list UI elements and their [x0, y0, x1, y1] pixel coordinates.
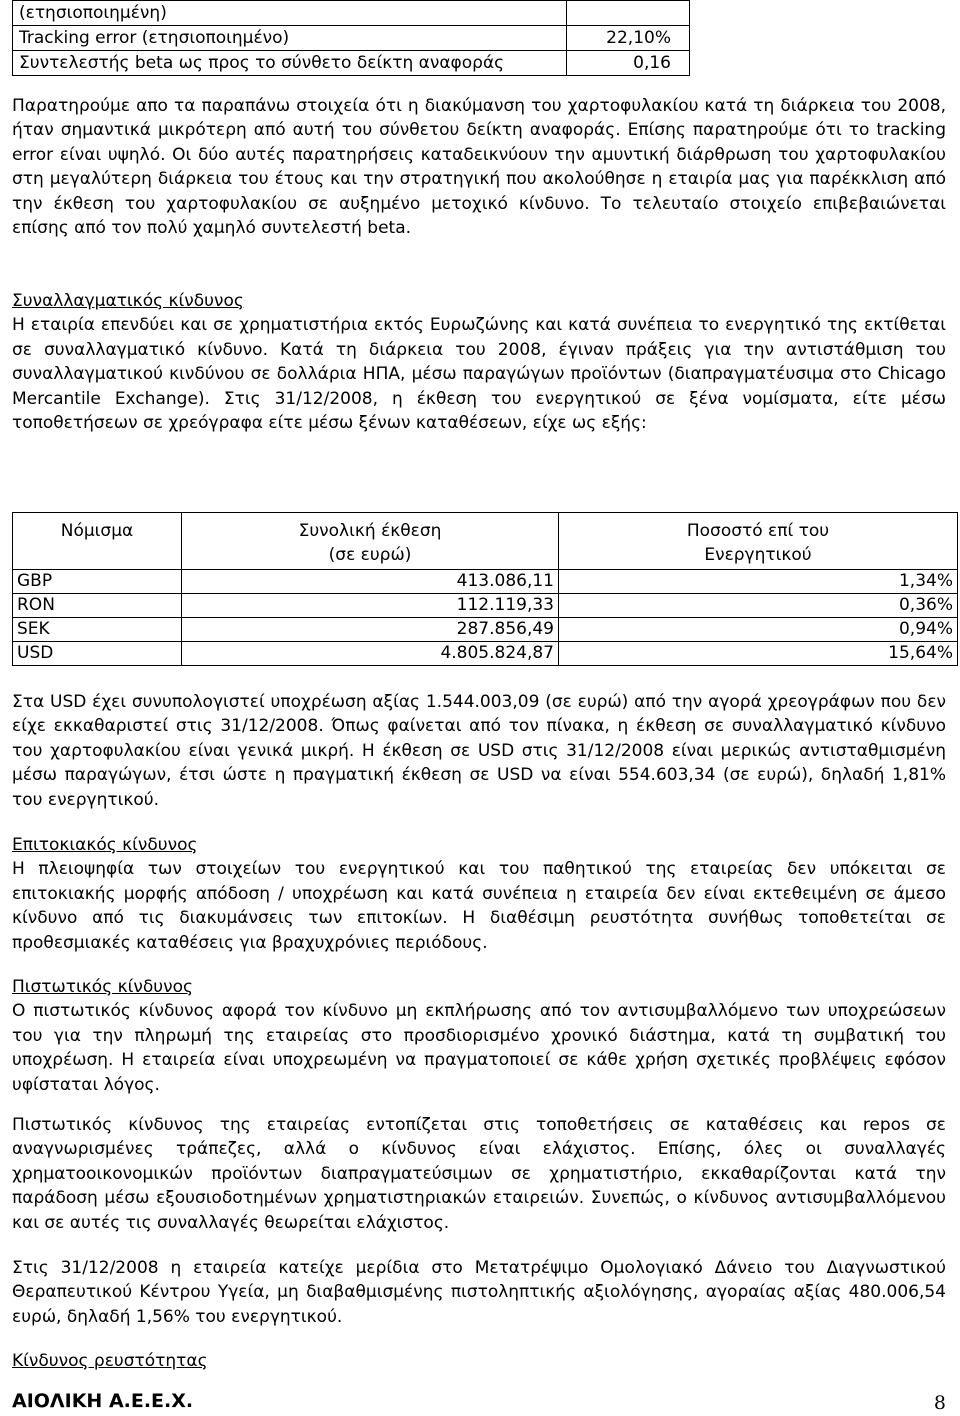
- fx-risk-heading: Συναλλαγματικός κίνδυνος: [12, 291, 244, 311]
- percentage-cell: 15,64%: [559, 642, 958, 666]
- fx-risk-section: [12, 289, 946, 435]
- currency-header: Νόμισμα: [13, 513, 182, 570]
- exposure-header: Συνολική έκθεση (σε ευρώ): [182, 513, 559, 570]
- table-row: [13, 51, 690, 76]
- currency-cell: SEK: [13, 618, 182, 642]
- interest-risk-heading: Επιτοκιακός κίνδυνος: [12, 835, 198, 855]
- stat-value: [567, 1, 690, 26]
- currency-cell: RON: [13, 594, 182, 618]
- interest-risk-paragraph: Η πλειοψηφία των στοιχείων του ενεργητικού και του παθητικού της εταιρείας δεν υπόκειται σε επιτοκιακής μορφής απόδοση / υποχρέωση και κατά συνέπεια η εταιρεία δεν είναι εκτεθειμένη σε άμεσο κίνδυνο από τις διακυμάνσεις των επιτοκίων. Η διαθέσιμη ρευστότητα συνήθως τοποθετείται σε προθεσμιακές καταθέσεις για βραχυχρόνιες περιόδους.: [12, 859, 946, 953]
- table-row: [13, 570, 958, 594]
- statistics-table: [12, 0, 690, 76]
- table-row: [13, 1, 690, 26]
- stat-value: 0,16: [567, 51, 690, 76]
- page-number: 8: [933, 1392, 946, 1414]
- currency-cell: GBP: [13, 570, 182, 594]
- currency-cell: USD: [13, 642, 182, 666]
- credit-risk-deposits-paragraph: Πιστωτικός κίνδυνος της εταιρείας εντοπίζεται στις τοποθετήσεις σε καταθέσεις και repos σε αναγνωρισμένες τράπεζες, αλλά ο κίνδυνος είναι ελάχιστος. Επίσης, όλες οι συναλλαγές χρηματοοικονομικών προϊόντων διαπραγματεύσιμων σε χρηματιστήριο, εκκαθαρίζονται κατά την παράδοση μέσω εξουσιοδοτημένων χρηματιστηριακών εταιρειών. Συνεπώς, ο κίνδυνος αντισυμβαλλόμενου και σε αυτές τις συναλλαγές θεωρείται ελάχιστος.: [12, 1115, 946, 1233]
- exposure-cell: 4.805.824,87: [182, 642, 559, 666]
- interest-risk-section: [12, 833, 946, 955]
- percentage-header: Ποσοστό επί του Ενεργητικού: [559, 513, 958, 570]
- credit-risk-section: [12, 975, 946, 1097]
- table-header-row: [13, 513, 958, 570]
- currency-exposure-table: [12, 512, 958, 666]
- percentage-cell: 1,34%: [559, 570, 958, 594]
- portfolio-variance-paragraph: Παρατηρούμε απο τα παραπάνω στοιχεία ότι η διακύμανση του χαρτοφυλακίου κατά τη διάρκεια του 2008, ήταν σημαντικά μικρότερη από αυτή του σύνθετου δείκτη αναφοράς. Επίσης παρατηρούμε ότι το tracking error είναι υψηλό. Οι δύο αυτές παρατηρήσεις καταδεικνύουν την αμυντική διάρθρωση του χαρτοφυλακίου στη μεγαλύτερη διάρκεια του έτους και την στρατηγική που ακολούθησε η εταιρία μας για παρέκκλιση από την έκθεση του χαρτοφυλακίου σε αυξημένο μετοχικό κίνδυνο. Το τελευταίο στοιχείο επιβεβαιώνεται επίσης από τον πολύ χαμηλό συντελεστή beta.: [12, 96, 946, 239]
- credit-risk-bond-paragraph: Στις 31/12/2008 η εταιρεία κατείχε μερίδια στο Μετατρέψιμο Ομολογιακό Δάνειο του Διαγνωστικού Θεραπευτικού Κέντρου Υγεία, μη διαβαθμισμένης πιστοληπτικής αξιολόγησης, αγοραίας αξίας 480.006,54 ευρώ, δηλαδή 1,56% του ενεργητικού.: [12, 1258, 946, 1327]
- percentage-cell: 0,94%: [559, 618, 958, 642]
- table-row: [13, 594, 958, 618]
- stat-value: 22,10%: [567, 26, 690, 51]
- table-row: [13, 26, 690, 51]
- stat-label: (ετησιοποιημένη): [13, 1, 567, 26]
- fx-risk-paragraph: Η εταιρία επενδύει και σε χρηματιστήρια εκτός Ευρωζώνης και κατά συνέπεια το ενεργητικό της εκτίθεται σε συναλλαγματικό κίνδυνο. Κατά τη διάρκεια του 2008, έγιναν πράξεις για την αντιστάθμιση του συναλλαγματικού κινδύνου σε δολλάρια ΗΠΑ, μέσω παραγώγων προϊόντων (διαπραγματέυσιμα στο Chicago Mercantile Exchange). Στις 31/12/2008, η έκθεση του ενεργητικού σε ξένα νομίσματα, είτε μέσω τοποθετήσεων σε χρεόγραφα είτε μέσω ξένων καταθέσεων, είχε ως εξής:: [12, 315, 946, 434]
- exposure-cell: 413.086,11: [182, 570, 559, 594]
- stat-label: Συντελεστής beta ως προς το σύνθετο δείκτη αναφοράς: [13, 51, 567, 76]
- exposure-cell: 287.856,49: [182, 618, 559, 642]
- footer-company-name: ΑΙΟΛΙΚΗ Α.Ε.Ε.Χ.: [12, 1390, 194, 1412]
- credit-risk-paragraph: Ο πιστωτικός κίνδυνος αφορά τον κίνδυνο μη εκπλήρωσης από τον αντισυμβαλλόμενο των υποχρεώσεων του για την πληρωμή της εταιρείας στο προσδιορισμένο χρονικό διάστημα, κατά τη συμβατική του υποχρέωση. Η εταιρεία είναι υποχρεωμένη να πραγματοποιεί σε κάθε χρήση σχετικές προβλέψεις εφόσον υφίσταται λόγος.: [12, 1001, 946, 1095]
- liquidity-risk-heading: Κίνδυνος ρευστότητας: [12, 1351, 208, 1371]
- credit-risk-heading: Πιστωτικός κίνδυνος: [12, 977, 193, 997]
- table-row: [13, 642, 958, 666]
- exposure-cell: 112.119,33: [182, 594, 559, 618]
- usd-exposure-paragraph: Στα USD έχει συνυπολογιστεί υποχρέωση αξίας 1.544.003,09 (σε ευρώ) από την αγορά χρεογράφων που δεν είχε εκκαθαριστεί στις 31/12/2008. Όπως φαίνεται από τον πίνακα, η έκθεση σε συναλλαγματικό κίνδυνο του χαρτοφυλακίου είναι γενικά μικρή. Η έκθεση σε USD στις 31/12/2008 είναι μερικώς αντισταθμισμένη μέσω παραγώγων, έτσι ώστε η πραγματική έκθεση σε USD να είναι 554.603,34 (σε ευρώ), δηλαδή 1,81% του ενεργητικού.: [12, 692, 946, 810]
- stat-label: Tracking error (ετησιοποιημένο): [13, 26, 567, 51]
- percentage-cell: 0,36%: [559, 594, 958, 618]
- table-row: [13, 618, 958, 642]
